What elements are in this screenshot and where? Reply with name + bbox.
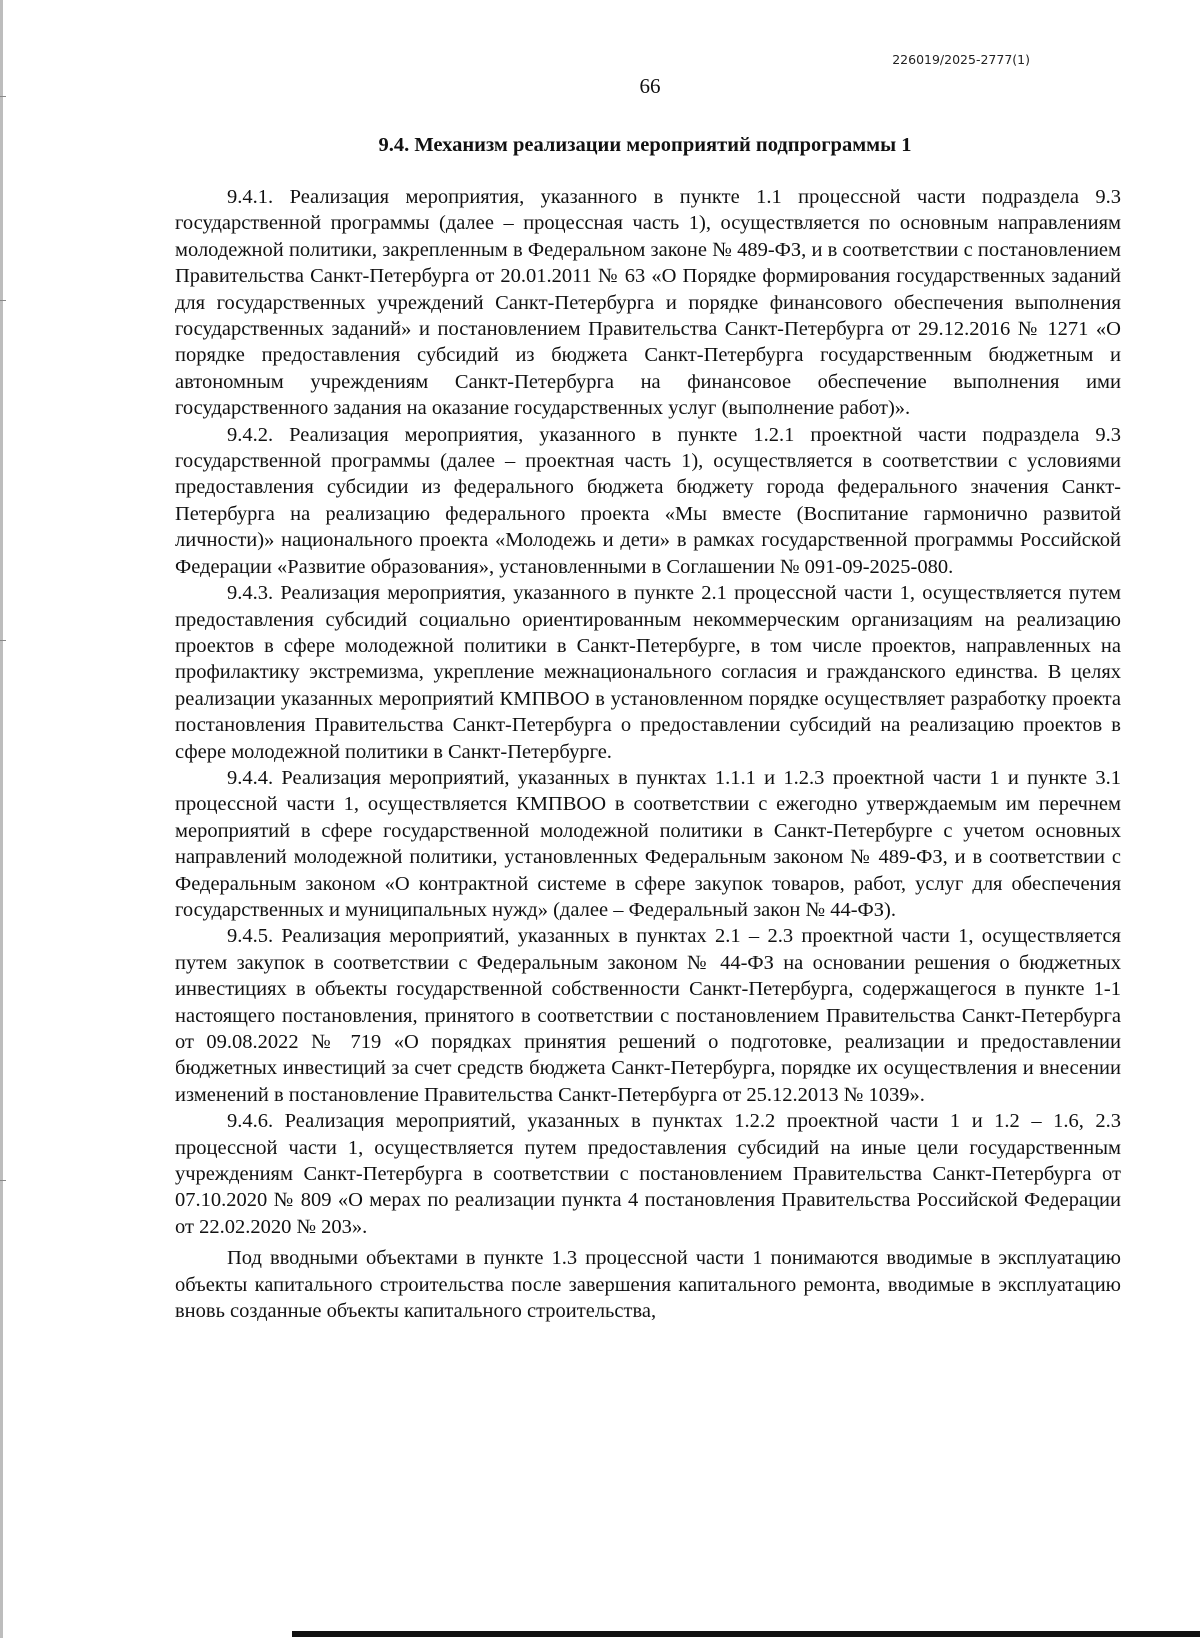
page-number: 66 — [639, 74, 661, 98]
scan-mark — [0, 300, 6, 301]
paragraph-9-4-3: 9.4.3. Реализация мероприятия, указанного в пункте 2.1 процессной части 1, осуществляется путем предоставления субсидий социально ориентированным некоммерческим организациям на реализацию проектов в сфере молодежной политики в Санкт-Петербурге, в том числе проектов, направленных на профилактику экстремизма, укрепление межнационального согласия и гражданского единства. В целях реализации указанных мероприятий КМПВОО в установленном порядке осуществляет разработку проекта постановления Правительства Санкт-Петербурга о предоставлении субсидий на реализацию проектов в сфере молодежной политики в Санкт-Петербурге. — [175, 582, 1121, 763]
paragraph-9-4-4: 9.4.4. Реализация мероприятий, указанных в пунктах 1.1.1 и 1.2.3 проектной части 1 и пункте 3.1 процессной части 1, осуществляется КМПВОО в соответствии с ежегодно утверждаемым им перечнем мероприятий в сфере государственной молодежной политики в Санкт-Петербурге с учетом основных направлений молодежной политики, установленных Федеральным законом № 489-ФЗ, и в соответствии с Федеральным законом «О контрактной системе в сфере закупок товаров, работ, услуг для обеспечения государственных и муниципальных нужд» (далее – Федеральный закон № 44-ФЗ). — [175, 766, 1121, 921]
paragraph-9-4-1: 9.4.1. Реализация мероприятия, указанного в пункте 1.1 процессной части подраздела 9.3 государственной программы (далее – процессная часть 1), осуществляется по основным направлениям молодежной политики, закрепленным в Федеральном законе № 489-ФЗ, и в соответствии с постановлением Правительства Санкт-Петербурга от 20.01.2011 № 63 «О Порядке формирования государственных заданий для государственных учреждений Санкт-Петербурга и порядке финансового обеспечения выполнения государственных заданий» и постановлением Правительства Санкт-Петербурга от 29.12.2016 № 1271 «О порядке предоставления субсидий из бюджета Санкт-Петербурга государственным бюджетным и автономным учреждениям Санкт-Петербурга на финансовое обеспечение выполнения ими государственного задания на оказание государственных услуг (выполнение работ)». — [175, 186, 1121, 420]
paragraph-9-4-6: 9.4.6. Реализация мероприятий, указанных в пунктах 1.2.2 проектной части 1 и 1.2 – 1.6, 2.3 процессной части 1, осуществляется путем предоставления субсидий на иные цели государственным учреждениям Санкт-Петербурга в соответствии с постановлением Правительства Санкт-Петербурга от 07.10.2020 № 809 «О мерах по реализации пункта 4 постановления Правительства Российской Федерации от 22.02.2020 № 203». — [175, 1110, 1121, 1238]
scan-mark — [0, 1180, 6, 1181]
document-body — [175, 184, 1121, 1324]
document-id: 226019/2025-2777(1) — [892, 52, 1030, 67]
paragraph-input-objects: Под вводными объектами в пункте 1.3 процессной части 1 понимаются вводимые в эксплуатацию объекты капитального строительства после завершения капитального ремонта, вводимые в эксплуатацию вновь созданные объекты капитального строительства, — [175, 1247, 1121, 1323]
scan-edge — [0, 0, 3, 1638]
paragraph-9-4-5: 9.4.5. Реализация мероприятий, указанных в пунктах 2.1 – 2.3 проектной части 1, осуществляется путем закупок в соответствии с Федеральным законом № 44-ФЗ на основании решения о бюджетных инвестициях в объекты государственной собственности Санкт-Петербурга, содержащегося в пункте 1-1 настоящего постановления, принятого в соответствии с постановлением Правительства Санкт-Петербурга от 09.08.2022 № 719 «О порядках принятия решений о подготовке, реализации и предоставлении бюджетных инвестиций за счет средств бюджета Санкт-Петербурга, порядке их осуществления и внесении изменений в постановление Правительства Санкт-Петербурга от 25.12.2013 № 1039». — [175, 925, 1121, 1106]
section-title: 9.4. Механизм реализации мероприятий подпрограммы 1 — [378, 134, 912, 156]
scan-mark — [0, 640, 6, 641]
scan-bottom-bar — [292, 1631, 1200, 1637]
paragraph-9-4-2: 9.4.2. Реализация мероприятия, указанного в пункте 1.2.1 проектной части подраздела 9.3 государственной программы (далее – проектная часть 1), осуществляется в соответствии с условиями предоставления субсидии из федерального бюджета бюджету города федерального значения Санкт-Петербурга на реализацию федерального проекта «Мы вместе (Воспитание гармонично развитой личности)» национального проекта «Молодежь и дети» в рамках государственной программы Российской Федерации «Развитие образования», установленными в Соглашении № 091-09-2025-080. — [175, 423, 1121, 578]
